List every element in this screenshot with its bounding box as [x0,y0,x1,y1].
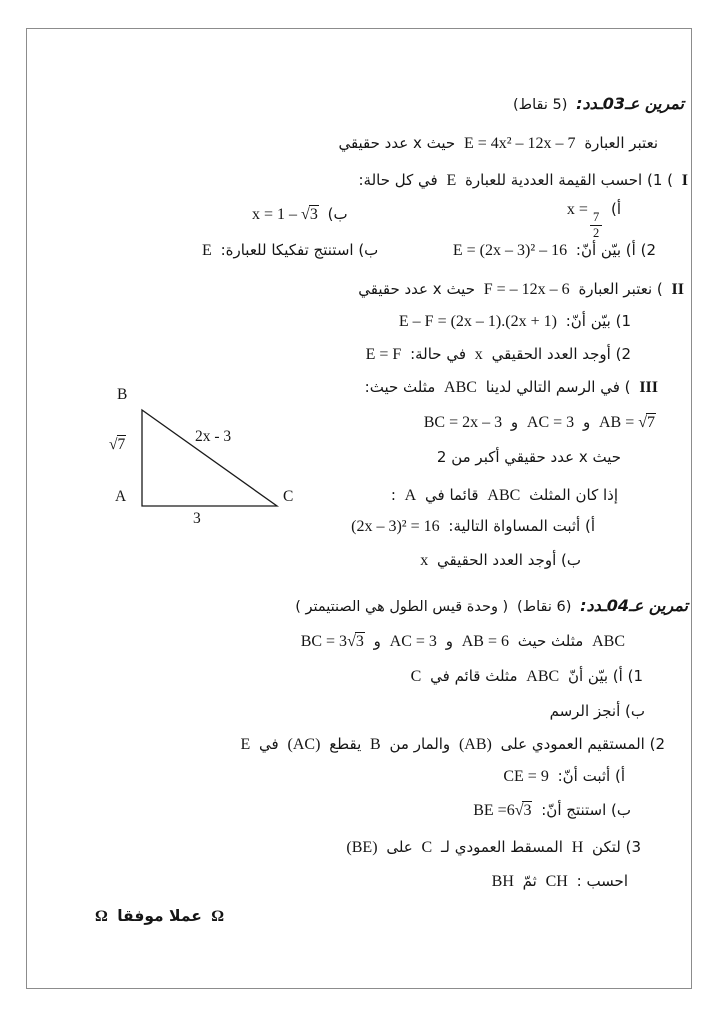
side-bc-length-label: 2x - 3 [195,428,232,445]
ex4-q1a-abc: ABC [526,668,560,685]
ex3-q1-tail: في كل حالة: [358,171,438,189]
triangle-shape [95,388,310,543]
vertex-b-label: B [117,386,128,403]
fraction-numerator: 7 [590,211,602,226]
ex3-s2q2-text: 2) أوجد العدد الحقيقي [491,345,631,363]
fraction-denominator: 2 [592,225,600,240]
ex3-q3a-formula: (2x – 3)² = 16 [351,518,440,535]
ex3-s2q2-formula: E = F [365,346,402,363]
ex3-sec2-numeral: II [671,281,684,298]
ex4-q3calc-pre: احسب : [576,872,628,890]
ex4-q3-pre: 3) لتكن [592,838,641,856]
ex3-q1a-line [565,199,623,239]
ex3-s2q2-mid: في حالة: [410,345,467,363]
ex4-q2b-be-pre: BE =6 [473,802,515,819]
ex3-intro-pre: نعتبر العبارة [584,134,658,152]
ex4-q1b-text: ب) أنجز الرسم [549,702,645,720]
ex3-ra-pre: إذا كان المثلث [529,486,618,504]
triangle-diagram [95,388,310,543]
sqrt-expression [515,801,533,819]
ex4-q1b-line [548,701,647,721]
ex3-q1b-line [250,204,350,226]
ex4-q3-mid1: المسقط العمودي لـ [440,838,563,856]
ex4-given-bc [301,631,365,653]
ex3-sec3-tail: مثلث حيث: [364,378,436,396]
ex3-q1a-label: أ) [610,200,621,218]
ex4-q1a-mid: مثلث قائم في [430,667,518,685]
omega-symbol: Ω [211,908,225,925]
ex4-q2-e: E [240,736,251,753]
side-ac-length-label: 3 [193,510,201,527]
omega-symbol: Ω [95,908,108,925]
footer-good-luck-text: عملا موفقا [117,907,202,925]
ex4-unit-note: ( وحدة قيس الطول هي الصنتيمتر ) [295,599,509,615]
ex3-sec3-abc: ABC [444,379,477,396]
ex4-q1a-pre: 1) أ) بيّن أنّ [567,667,643,685]
footer-good-luck-line [93,906,226,928]
ex3-q1b-pre: x = 1 – [252,206,298,223]
fraction [590,211,602,239]
sqrt-radicand: 3 [309,206,318,223]
ex4-q3calc-line [490,871,630,893]
sqrt-radicand: 7 [117,436,126,453]
ex4-q3-mid2: على [386,838,413,856]
conjunction: و [445,632,453,650]
ex3-q2a-text: 2) أ) بيّن أنّ: [575,241,656,259]
ex3-q1b-formula [252,204,319,226]
ex3-q3b-x: x [420,552,429,569]
vertex-c-label: C [283,488,294,505]
ex4-q2-ac: (AC) [287,736,321,753]
ex3-right-angle-line [389,485,620,507]
ex3-q3a-text: أ) أثبت المساواة التالية: [448,517,595,535]
ex4-q2a-formula: CE = 9 [503,768,549,785]
ex4-q3-c: C [421,839,433,856]
ex4-q3-line [344,837,643,859]
ex4-q2-line [238,734,667,756]
ex3-q1-line [356,170,690,192]
ex4-q2a-text: أ) أثبت أنّ: [557,767,625,785]
ex3-sec3-line [363,377,660,399]
ex4-q1a-line [409,666,645,688]
sqrt-symbol: √ [638,414,646,431]
ex3-q2b-line [200,240,380,262]
ex4-q2a-line [501,766,627,788]
ex3-sec2-line [356,279,686,301]
ex3-q3a-line [349,516,597,538]
ex3-ra-mid: قائما في [425,486,479,504]
conjunction: و [510,413,519,431]
ex3-points: (5 نقاط) [513,97,568,113]
ex3-q1a-formula [567,199,602,239]
ex3-sides-line [422,412,658,434]
ex4-given-ab: AB = 6 [461,633,509,650]
ex4-q3-be: (BE) [346,839,378,856]
vertex-a-label: A [115,488,127,505]
ex3-s2q1-line [397,311,633,333]
sqrt-symbol: √ [347,633,355,650]
ex3-ra-a: A [404,487,417,504]
ex3-q3b-line [418,550,583,572]
ex4-q2-mid2: يقطع [329,735,362,753]
side-ab [599,412,656,434]
sqrt-radicand: 3 [355,633,364,650]
sqrt-radicand: 7 [647,414,655,431]
side-bc: BC = 2x – 3 [423,414,503,431]
ex3-cond-line [435,447,623,467]
ex4-q2-b: B [370,736,381,753]
side-ab-pre: AB = [598,414,635,431]
ex3-q1b-label: ب) [327,205,348,223]
ex3-s2q2-x: x [474,346,483,363]
ex4-q3calc-bh: BH [491,873,514,890]
ex3-q1a-lhs: x = [566,201,588,218]
ex3-q2b-text: ب) استنتج تفكيكا للعبارة: [220,241,379,259]
ex3-sec2-tail: حيث x عدد حقيقي [358,280,475,298]
ex3-q2a-line [451,240,658,262]
ex3-cond-text: حيث x عدد حقيقي أكبر من 2 [436,448,621,466]
ex3-sec2-formula: F = – 12x – 6 [483,281,570,298]
ex4-q2-mid3: في [259,735,279,753]
ex3-sec3-numeral: III [639,379,658,396]
ex3-q2b-e: E [202,242,212,259]
ex3-intro-formula: E = 4x² – 12x – 7 [463,135,576,152]
ex3-ra-abc: ABC [487,487,521,504]
ex4-given-bc-pre: BC = 3 [300,633,348,650]
ex4-given-line [299,631,627,653]
ex3-intro-post: حيث x عدد حقيقي [338,134,456,152]
conjunction: و [582,413,591,431]
side-ab-length-label [109,436,126,454]
ex3-ra-colon: : [390,486,396,504]
ex4-title-line [293,595,690,618]
ex4-q3calc-ch: CH [545,873,568,890]
sqrt-symbol: √ [301,206,309,223]
ex4-title: تمرين عـ04ـدد: [580,596,688,615]
ex3-q3b-text: ب) أوجد العدد الحقيقي [437,551,581,569]
sqrt-expression [301,205,319,223]
ex3-s2q1-formula: E – F = (2x – 1).(2x + 1) [398,313,557,330]
ex3-q2a-formula: E = (2x – 3)² – 16 [452,242,568,259]
ex3-q1-e: E [446,172,457,189]
ex4-points: (6 نقاط) [517,599,572,615]
ex4-q2b-formula [473,800,532,822]
ex4-given-abc: ABC [592,633,625,650]
ex4-given-mid: مثلث حيث [517,632,584,650]
ex3-q1-text: ) 1) احسب القيمة العددية للعبارة [465,171,673,189]
ex3-title: تمرين عـ03ـدد: [576,94,684,113]
ex3-sec3-text: ) في الرسم التالي لدينا [485,378,631,396]
ex4-q3-h: H [571,839,584,856]
sqrt-symbol: √ [514,802,523,819]
ex4-q1a-c: C [410,668,422,685]
side-ac: AC = 3 [526,414,575,431]
ex4-given-ac: AC = 3 [389,633,437,650]
ex3-intro-line [336,133,660,155]
ex4-q2-mid1: والمار من [389,735,451,753]
ex3-sec2-text: ) نعتبر العبارة [578,280,663,298]
ex4-q2b-text: ب) استنتج أنّ: [541,801,631,819]
conjunction: و [373,632,381,650]
ex3-s2q1-text: 1) بيّن أنّ: [565,312,631,330]
ex4-q2-ab: (AB) [458,736,492,753]
ex3-s2q2-line [364,344,633,366]
sqrt-radicand: 3 [523,802,532,819]
sqrt-symbol: √ [109,436,117,453]
sqrt-expression [638,413,656,431]
ex3-q1-numeral: I [681,172,688,189]
ex4-q2b-line [471,800,633,822]
ex4-q2-pre: 2) المستقيم العمودي على [500,735,665,753]
ex4-q3calc-mid: ثمّ [522,872,537,890]
ex3-title-line [511,93,686,116]
sqrt-expression [347,632,365,650]
